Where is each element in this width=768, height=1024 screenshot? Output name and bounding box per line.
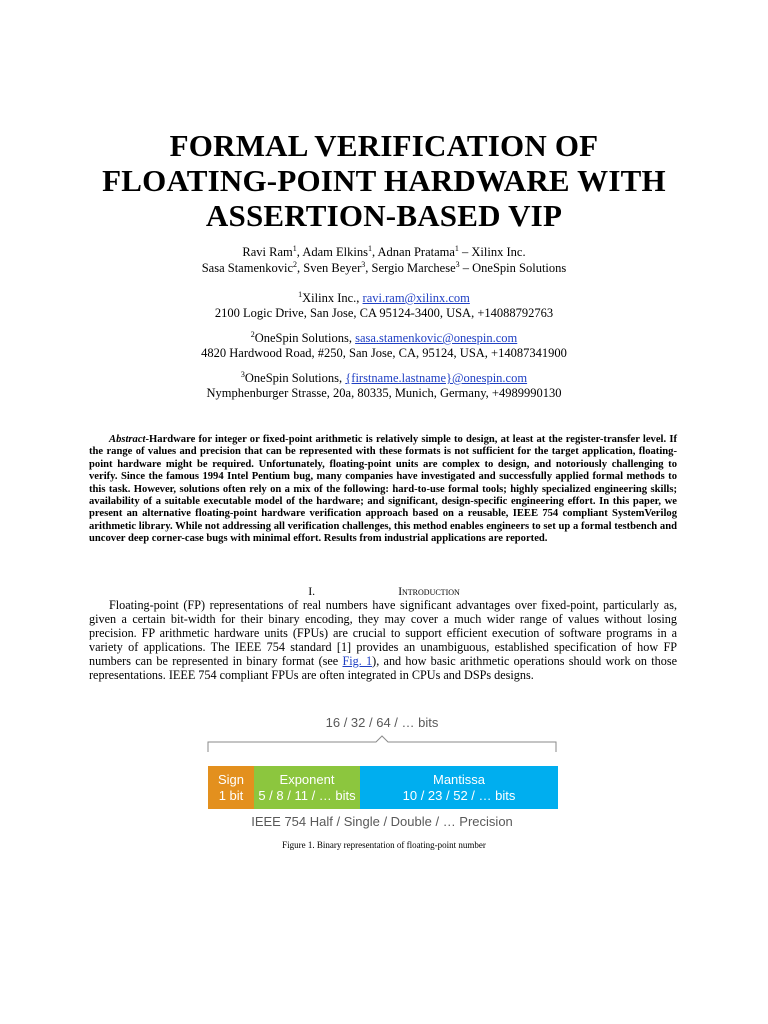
author-name: Adam Elkins bbox=[302, 245, 368, 259]
figure-total-bits-label: 16 / 32 / 64 / … bits bbox=[325, 715, 439, 730]
intro-paragraph bbox=[89, 598, 677, 682]
sign-title: Sign bbox=[217, 772, 245, 787]
separator: , bbox=[296, 245, 303, 259]
abstract-text: -Hardware for integer or fixed-point arithmetic is relatively simple to design, at least at the register-transfer level. If the range of values and precision that can be represented with these formats is not sufficient for the target application, floating-point hardware might be required. Unfortunately, floating-point units are complex to design, and notoriously challenging to verify. Since the famous 1994 Intel Pentium bug, many companies have investigated and successfully applied formal methods to this task. However, solutions often rely on a mix of the following: hard-to-use formal tools; highly specialized engineering skills; availability of a suitable executable model of the hardware; and significant, design-specific engineering effort. In this paper, we present an alternative floating-point hardware verification approach based on a reusable, IEEE 754 compliant SystemVerilog arithmetic library. While not addressing all verification challenges, this method enables engineers to set up a formal testbench and uncover deep corner-case bugs with minimal effort. Results from industrial applications are reported. bbox=[89, 434, 677, 545]
intro-text-cont: ), and how basic arithmetic operations should work on those representations. IEEE 754 compliant FPUs are often integrated in CPUs and DSPs designs. bbox=[89, 654, 677, 682]
affil-name: Xilinx Inc., bbox=[302, 291, 363, 305]
affil-sup: 2 bbox=[250, 329, 255, 339]
affil-email-link[interactable]: {firstname.lastname}@onespin.com bbox=[345, 371, 528, 385]
affiliation-1-line bbox=[0, 290, 768, 306]
bracket bbox=[208, 736, 556, 752]
figure-1-link[interactable]: Fig. 1 bbox=[342, 654, 373, 668]
mantissa-title: Mantissa bbox=[432, 772, 486, 787]
author-name: Sasa Stamenkovic bbox=[201, 261, 294, 275]
authors-line-2 bbox=[0, 260, 768, 276]
paper-title bbox=[0, 128, 768, 233]
mantissa-bits: 10 / 23 / 52 / … bits bbox=[402, 788, 516, 803]
exponent-title: Exponent bbox=[279, 772, 335, 787]
author-organization: – OneSpin Solutions bbox=[459, 261, 567, 275]
section-number: I. bbox=[308, 584, 316, 598]
affil-name: OneSpin Solutions, bbox=[254, 331, 356, 345]
author-affil-sup: 3 bbox=[455, 259, 460, 269]
author-name: Sergio Marchese bbox=[371, 261, 456, 275]
affil-name: OneSpin Solutions, bbox=[244, 371, 346, 385]
author-affil-sup: 2 bbox=[293, 259, 298, 269]
affil-sup: 1 bbox=[298, 289, 303, 299]
precision-label: IEEE 754 Half / Single / Double / … Precision bbox=[251, 814, 513, 829]
sign-bits: 1 bit bbox=[218, 788, 244, 803]
author-affil-sup: 1 bbox=[454, 243, 459, 253]
affiliation-3-address: Nymphenburger Strasse, 20a, 80335, Munich, Germany, +4989990130 bbox=[206, 386, 562, 400]
affil-sup: 3 bbox=[240, 369, 245, 379]
author-name: Adnan Pratama bbox=[377, 245, 455, 259]
section-heading bbox=[0, 584, 768, 599]
author-affil-sup: 1 bbox=[367, 243, 372, 253]
intro-text: Floating-point (FP) representations of real numbers have significant advantages over fixed-point, particularly as, given a certain bit-width for their binary encoding, they may cover a much wider range of values without losing precision. FP arithmetic hardware units (FPUs) are crucial to support efficient execution of software programs in a variety of applications. The IEEE 754 standard [1] provides an unambiguous, established specification of how FP numbers can be represented in binary format (see bbox=[89, 598, 677, 668]
figure-1-diagram bbox=[206, 712, 558, 832]
abstract-lead: Abstract bbox=[109, 434, 146, 445]
affiliation-2-address: 4820 Hardwood Road, #250, San Jose, CA, 95124, USA, +14087341900 bbox=[201, 346, 567, 360]
affil-email-link[interactable]: sasa.stamenkovic@onespin.com bbox=[355, 331, 518, 345]
abstract bbox=[89, 434, 677, 546]
separator: , bbox=[365, 261, 372, 275]
title-line-2: FLOATING-POINT HARDWARE WITH bbox=[102, 163, 666, 198]
author-affil-sup: 3 bbox=[361, 259, 366, 269]
figure-1-caption: Figure 1. Binary representation of floating-point number bbox=[282, 840, 486, 850]
authors-line-1 bbox=[0, 244, 768, 260]
title-line-3: ASSERTION-BASED VIP bbox=[205, 198, 563, 233]
section-title: Introduction bbox=[398, 586, 460, 598]
affil-email-link[interactable]: ravi.ram@xilinx.com bbox=[362, 291, 470, 305]
affiliation-3-line bbox=[0, 370, 768, 386]
author-name: Sven Beyer bbox=[303, 261, 362, 275]
exponent-bits: 5 / 8 / 11 / … bits bbox=[258, 788, 356, 803]
author-name: Ravi Ram bbox=[242, 245, 293, 259]
title-line-1: FORMAL VERIFICATION OF bbox=[169, 128, 599, 163]
author-organization: – Xilinx Inc. bbox=[458, 245, 526, 259]
author-affil-sup: 1 bbox=[292, 243, 297, 253]
separator: , bbox=[297, 261, 304, 275]
affiliation-2-line bbox=[0, 330, 768, 346]
separator: , bbox=[371, 245, 378, 259]
affiliation-1-address: 2100 Logic Drive, San Jose, CA 95124-3400, USA, +14088792763 bbox=[214, 306, 554, 320]
